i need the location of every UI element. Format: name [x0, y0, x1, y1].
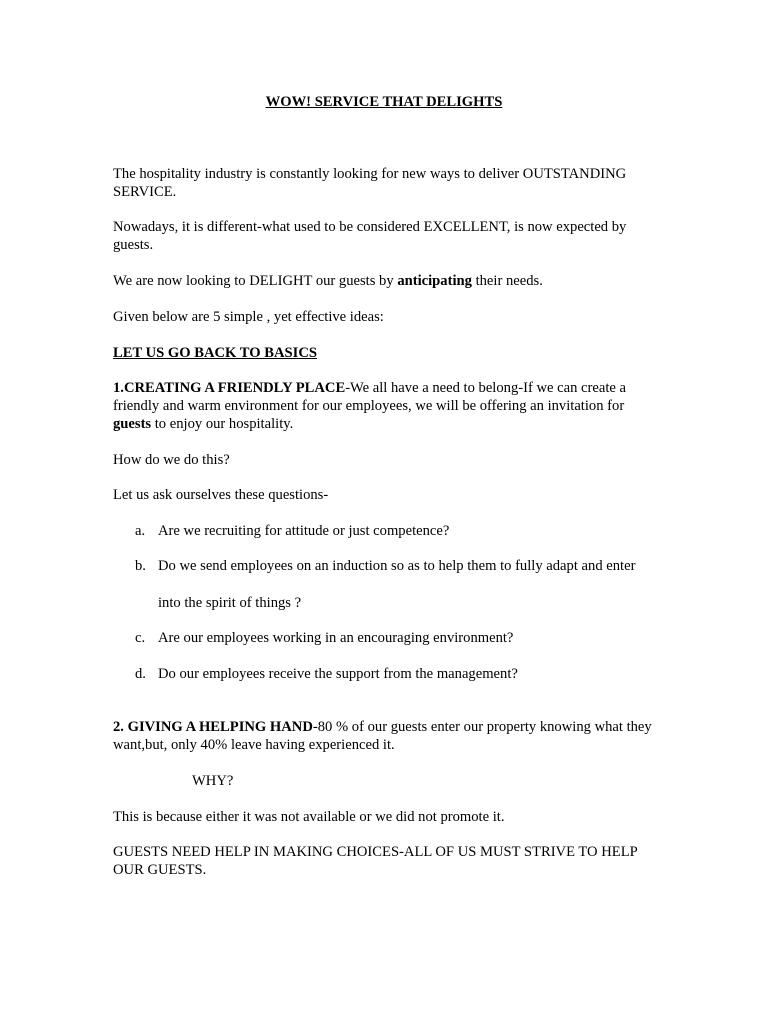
- list-item-text-continued: into the spirit of things ?: [158, 595, 302, 611]
- point-1-text-start: -We all have a need to belong-If we can create a friendly and warm environment for our employees, we will be offering an invitation for: [113, 380, 626, 414]
- list-item-marker: d.: [135, 666, 146, 682]
- point-1-paragraph: [113, 379, 658, 433]
- point-2-heading: 2. GIVING A HELPING HAND: [113, 719, 313, 735]
- intro-paragraph-4: Given below are 5 simple , yet effective ideas:: [113, 309, 384, 325]
- intro-paragraph-3-end: their needs.: [471, 273, 543, 289]
- intro-paragraph-1: The hospitality industry is constantly looking for new ways to deliver OUTSTANDING SERVICE.: [113, 166, 627, 200]
- list-item-marker: b.: [135, 558, 146, 574]
- point-2-closing: GUESTS NEED HELP IN MAKING CHOICES-ALL OF US MUST STRIVE TO HELP OUR GUESTS.: [113, 844, 638, 878]
- list-item-text: Are our employees working in an encouraging environment?: [158, 630, 514, 646]
- list-item-text: Do our employees receive the support from the management?: [158, 666, 518, 682]
- point-1-text-end: to enjoy our hospitality.: [151, 416, 294, 432]
- intro-paragraph-2: Nowadays, it is different-what used to be considered EXCELLENT, is now expected by guests.: [113, 219, 627, 253]
- point-2-paragraph: [113, 718, 658, 754]
- point-1-bold-word: guests: [113, 416, 152, 432]
- list-item-marker: c.: [135, 630, 146, 646]
- list-item-text: Are we recruiting for attitude or just competence?: [158, 523, 450, 539]
- list-item-marker: a.: [135, 523, 146, 539]
- point-1-question: How do we do this?: [113, 452, 230, 468]
- list-item-text: Do we send employees on an induction so as to help them to fully adapt and enter: [158, 558, 636, 574]
- why-question: WHY?: [192, 773, 234, 789]
- point-1-lead: Let us ask ourselves these questions-: [113, 487, 329, 503]
- intro-paragraph-3-start: We are now looking to DELIGHT our guests by: [113, 273, 398, 289]
- point-2-reason: This is because either it was not available or we did not promote it.: [113, 809, 505, 825]
- document-title: WOW! SERVICE THAT DELIGHTS: [265, 94, 503, 110]
- intro-paragraph-3: [113, 272, 658, 290]
- point-2-text: -80 % of our guests enter our property knowing what they want,but, only 40% leave having experienced it.: [113, 719, 652, 753]
- intro-paragraph-3-bold: anticipating: [397, 273, 472, 289]
- section-heading: LET US GO BACK TO BASICS: [113, 345, 317, 361]
- point-1-heading: 1.CREATING A FRIENDLY PLACE: [113, 380, 346, 396]
